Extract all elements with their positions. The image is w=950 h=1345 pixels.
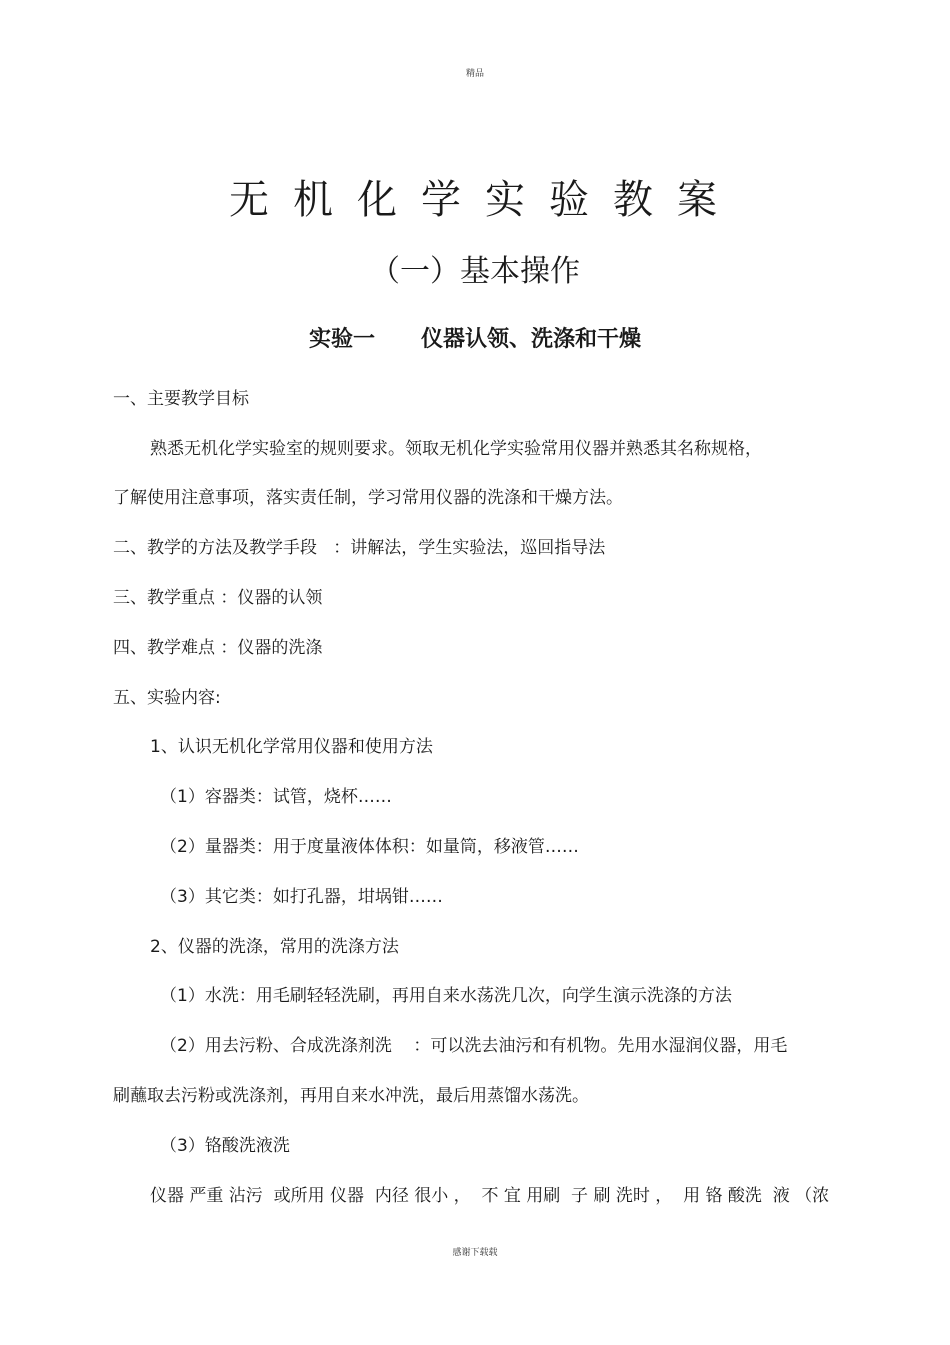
paragraph-line: 仪器 严重 沾污 或所用 仪器 内径 很小 ， 不 宜 用刷 子 刷 洗时 ， 用 铬 酸洗 液 （浓 bbox=[150, 1186, 830, 1206]
section-subtitle: （一）基本操作 bbox=[370, 254, 580, 289]
paragraph-line: 了解使用注意事项，落实责任制，学习常用仪器的洗涤和干燥方法。 bbox=[113, 488, 623, 508]
paragraph-line: 熟悉无机化学实验室的规则要求。领取无机化学实验常用仪器并熟悉其名称规格， bbox=[150, 439, 762, 459]
paragraph-line: 刷蘸取去污粉或洗涤剂，再用自来水冲洗，最后用蒸馏水荡洗。 bbox=[113, 1086, 589, 1106]
list-item: （1）水洗：用毛刷轻轻洗刷，再用自来水荡洗几次，向学生演示洗涤的方法 bbox=[160, 986, 732, 1006]
list-item: （3）铬酸洗液洗 bbox=[160, 1136, 290, 1156]
heading-teaching-goals: 一、主要教学目标 bbox=[113, 389, 249, 409]
heading-teaching-methods: 二、教学的方法及教学手段 ：讲解法，学生实验法，巡回指导法 bbox=[113, 538, 606, 558]
list-item: （2）用去污粉、合成洗涤剂洗 ：可以洗去油污和有机物。先用水湿润仪器，用毛 bbox=[160, 1036, 788, 1056]
list-item: （2）量器类：用于度量液体体积：如量筒，移液管…… bbox=[160, 837, 579, 857]
document-title: 无机化学实验教案 bbox=[229, 177, 741, 223]
list-item: 2、仪器的洗涤，常用的洗涤方法 bbox=[150, 937, 399, 957]
heading-difficulties: 四、教学难点 ：仪器的洗涤 bbox=[113, 638, 323, 658]
list-item: （1）容器类：试管，烧杯…… bbox=[160, 787, 392, 807]
experiment-title: 实验一 仪器认领、洗涤和干燥 bbox=[309, 327, 641, 352]
header-mark: 精品 bbox=[465, 69, 484, 79]
footer-mark: 感谢下载载 bbox=[452, 1248, 498, 1258]
heading-key-points: 三、教学重点 ：仪器的认领 bbox=[113, 588, 323, 608]
heading-experiment-content: 五、实验内容: bbox=[113, 688, 221, 708]
list-item: （3）其它类：如打孔器，坩埚钳…… bbox=[160, 887, 443, 907]
list-item: 1、认识无机化学常用仪器和使用方法 bbox=[150, 737, 433, 757]
